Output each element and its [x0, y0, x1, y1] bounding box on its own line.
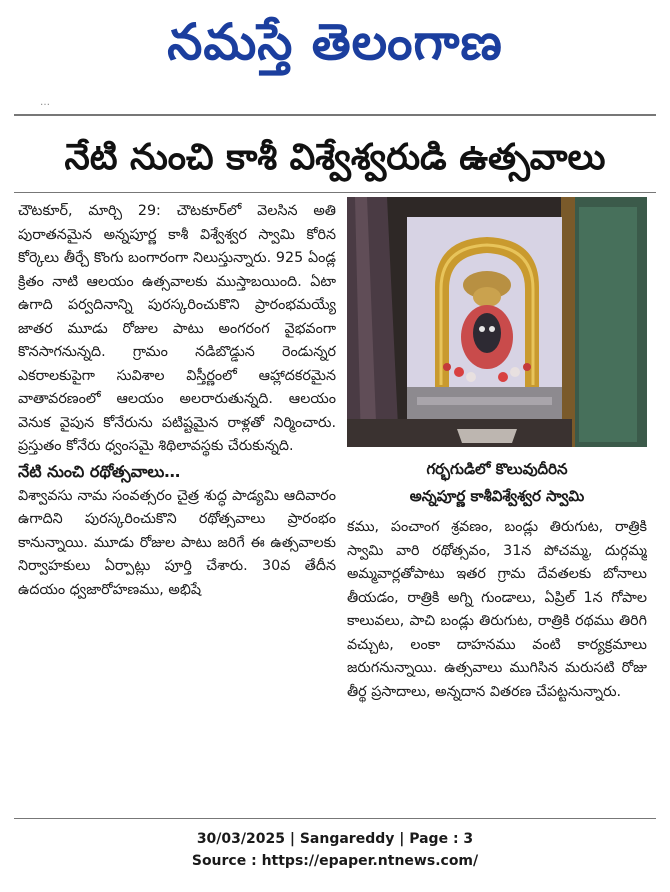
temple-photo-illustration	[347, 197, 647, 447]
edition-info: 30/03/2025 | Sangareddy | Page : 3	[196, 831, 474, 847]
source-url: Source : https://epaper.ntnews.com/	[191, 853, 479, 869]
page-footer	[0, 828, 670, 878]
temple-sanctum-photo	[347, 197, 647, 447]
article-paragraph: విశ్వావసు నామ సంవత్సరం చైత్ర శుద్ధ పాడ్యమి ఆదివారం ఉగాదిని పురస్కరించుకొని రథోత్సవాలు ప్రారంభం కానున్నాయి. మూడు రోజుల పాటు జరిగే ఈ ఉత్సవాలకు నిర్వాహకులు ఏర్పాట్లు పూర్తి చేశారు. 30వ తేదీన ఉదయం ధ్వజారోహణము, అభిషే	[18, 487, 336, 598]
bottom-divider	[14, 818, 656, 819]
article-headline: నేటి నుంచి కాశీ విశ్వేశ్వరుడి ఉత్సవాలు	[64, 137, 606, 178]
article-paragraph: చౌటకూర్, మార్చి 29: చౌటకూర్‌లో వెలసిన అతి పురాతనమైన అన్నపూర్ణ కాశీ విశ్వేశ్వర స్వామి కోరిన కోర్కెలు తీర్చే కొంగు బంగారంగా నిలుస్తున్నారు. 925 ఏండ్ల క్రితం నాటి ఆలయం ఉత్సవాలకు ముస్తాబయింది. ఏటా ఉగాది పర్వదినాన్ని పురస్కరించుకొని ప్రారంభమయ్యే జాతర మూడు రోజుల పాటు అంగరంగ వైభవంగా కొనసాగనున్నది. గ్రామం నడిబొడ్డున రెండున్నర ఎకరాలకుపైగా సువిశాల విస్తీర్ణంలో ఆహ్లాదకరమైన వాతావరణంలో ఆలయం అలరారుతున్నది. ఆలయం వెనుక వైపున కోనేరును పటిష్టమైన రాళ్లతో నిర్మించారు. ప్రస్తుతం కోనేరు ధ్వంసమై శిథిలావస్థకు చేరుకున్నది.	[18, 203, 336, 454]
photo-caption	[347, 456, 647, 512]
cropped-previous-article-line: …	[40, 97, 50, 108]
article-column-left	[18, 200, 336, 812]
newspaper-masthead: నమస్తే తెలంగాణ	[167, 12, 503, 71]
article-subheading: నేటి నుంచి రథోత్సవాలు…	[18, 461, 181, 481]
top-divider	[14, 114, 656, 116]
headline-divider	[14, 192, 656, 193]
caption-line: అన్నపూర్ణ కాశీవిశ్వేశ్వర స్వామి	[409, 487, 585, 505]
caption-line: గర్భగుడిలో కొలువుదీరిన	[426, 460, 568, 478]
article-column-right	[347, 516, 647, 812]
article-paragraph: కము, పంచాంగ శ్రవణం, బండ్లు తిరుగుట, రాత్రికి స్వామి వారి రథోత్సవం, 31న పోచమ్మ, దుర్గమ్మ అమ్మవార్లతోపాటు ఇతర గ్రామ దేవతలకు బోనాలు తీయడం, రాత్రికి అగ్ని గుండాలు, ఏప్రిల్ 1న గోపాల కాలువలు, పాచి బండ్లు తిరుగుట, రాత్రికి రథము తిరిగి వచ్చుట, లంకా దాహనము వంటి కార్యక్రమాలు జరుగనున్నాయి. ఉత్సవాలు ముగిసిన మరుసటి రోజు తీర్థ ప్రసాదాలు, అన్నదాన వితరణ చేపట్టనున్నారు.	[347, 519, 647, 700]
